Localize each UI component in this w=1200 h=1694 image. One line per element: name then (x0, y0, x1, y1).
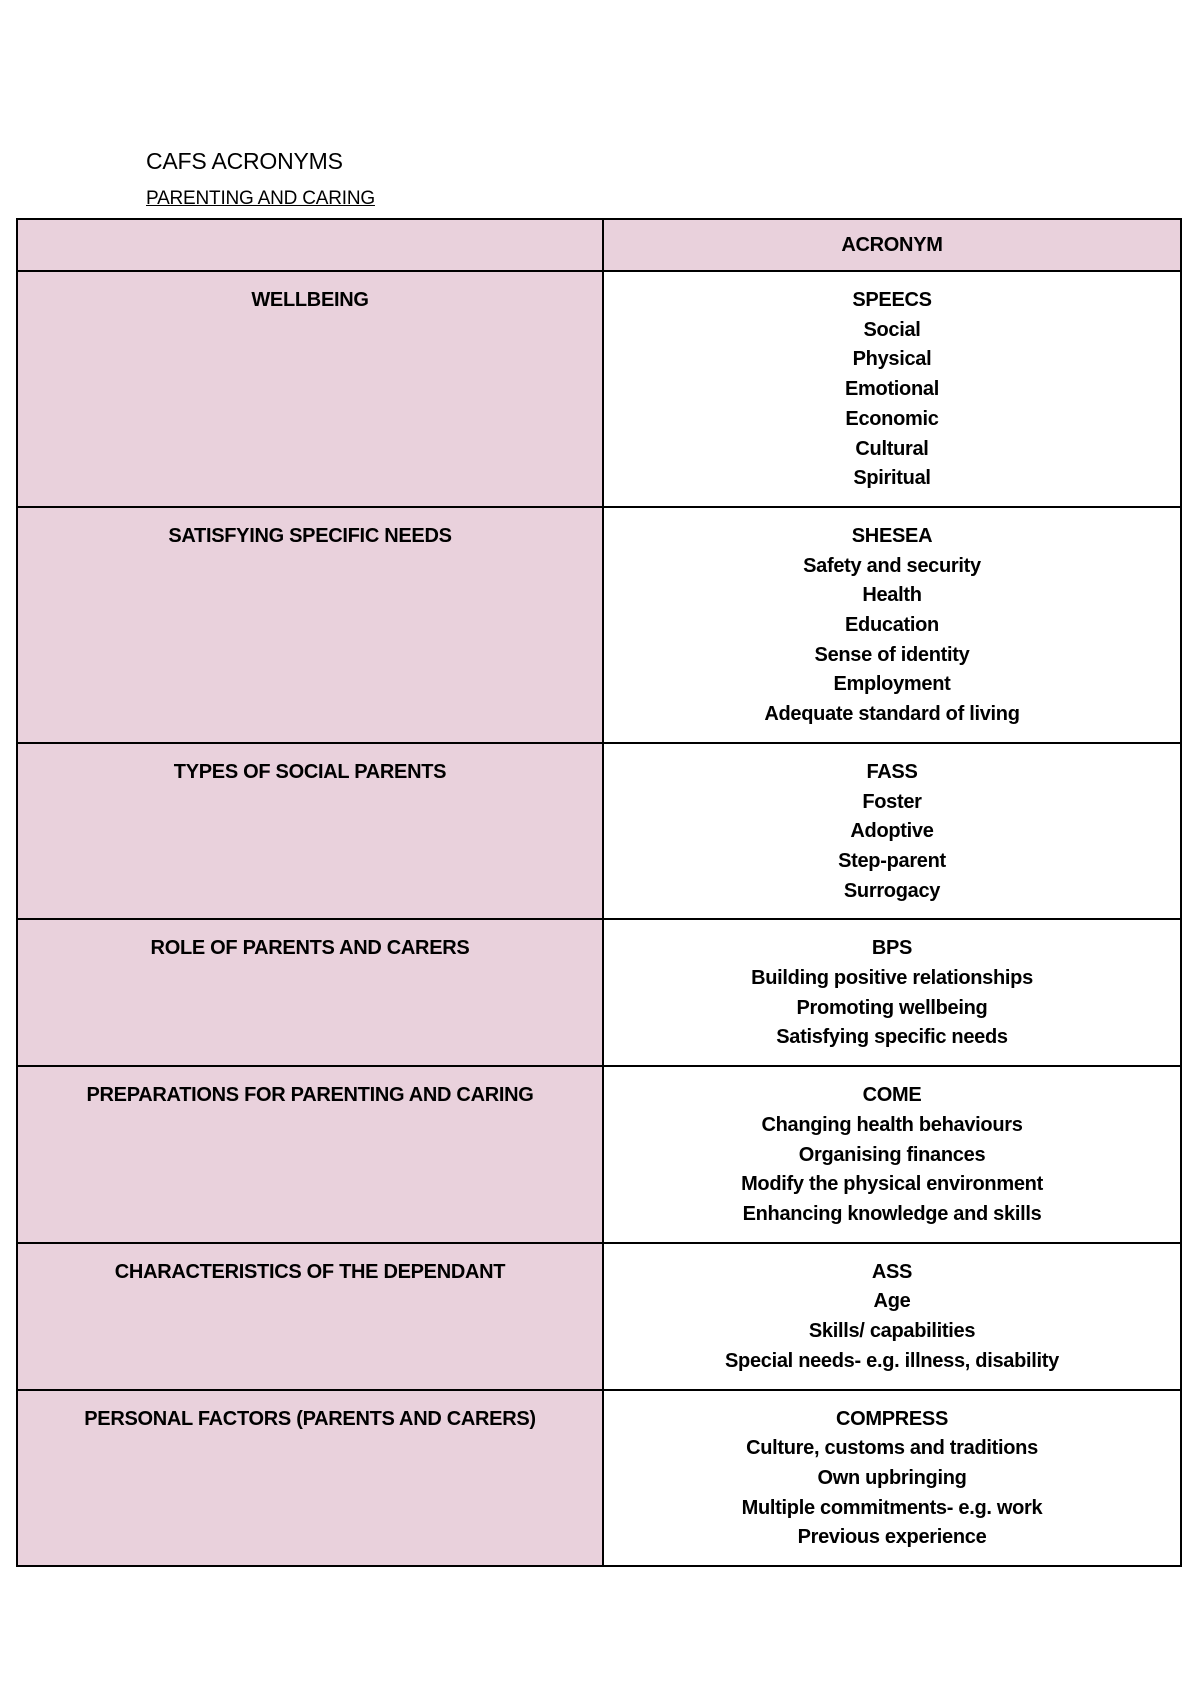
acronym-label: FASS (866, 760, 918, 783)
acronym-item: Enhancing knowledge and skills (742, 1202, 1042, 1225)
acronym-item: Sense of identity (814, 643, 970, 666)
acronym-item: Foster (862, 790, 922, 813)
acronym-cell (603, 919, 1181, 1066)
acronym-item: Physical (852, 348, 932, 371)
acronym-item: Education (845, 614, 939, 637)
acronym-label: SPEECS (852, 289, 932, 311)
acronym-item: Multiple commitments- e.g. work (741, 1496, 1043, 1519)
table-row (17, 743, 1181, 920)
header-topic-cell (17, 219, 603, 271)
acronym-item: Adoptive (850, 820, 934, 843)
acronym-cell (603, 743, 1181, 920)
acronym-item: Cultural (855, 437, 929, 460)
topic-cell (17, 1390, 603, 1567)
topic-label: ROLE OF PARENTS AND CARERS (150, 937, 470, 960)
topic-label: PERSONAL FACTORS (PARENTS AND CARERS) (84, 1407, 536, 1430)
topic-cell (17, 1243, 603, 1390)
acronym-item: Special needs- e.g. illness, disability (725, 1349, 1059, 1372)
table-row (17, 1066, 1181, 1243)
acronym-cell (603, 1066, 1181, 1243)
topic-cell (17, 507, 603, 743)
acronym-item: Social (863, 318, 921, 341)
page-title: CAFS ACRONYMS (146, 148, 343, 174)
acronym-item: Skills/ capabilities (808, 1320, 976, 1343)
acronym-table (16, 218, 1182, 1567)
acronym-item: Step-parent (838, 849, 946, 872)
topic-label: SATISFYING SPECIFIC NEEDS (168, 524, 452, 547)
acronym-item: Spiritual (853, 467, 931, 490)
acronym-label: ASS (871, 1260, 913, 1283)
acronym-item: Changing health behaviours (761, 1113, 1023, 1136)
topic-label: CHARACTERISTICS OF THE DEPENDANT (114, 1260, 506, 1283)
acronym-item: Organising finances (798, 1143, 986, 1166)
topic-cell (17, 919, 603, 1066)
table-row (17, 507, 1181, 743)
topic-label: WELLBEING (251, 289, 369, 311)
topic-cell (17, 743, 603, 920)
topic-label: PREPARATIONS FOR PARENTING AND CARING (86, 1084, 534, 1107)
topic-cell (17, 271, 603, 507)
table-header-row (17, 219, 1181, 271)
acronym-table-body (17, 219, 1181, 1566)
acronym-item: Emotional (845, 378, 939, 401)
topic-cell (17, 1066, 603, 1243)
acronym-item: Building positive relationships (751, 967, 1033, 990)
acronym-item: Age (873, 1290, 911, 1313)
acronym-item: Employment (833, 673, 951, 696)
acronym-cell (603, 507, 1181, 743)
acronym-item: Promoting wellbeing (796, 996, 988, 1019)
acronym-cell (603, 1390, 1181, 1567)
page-subtitle: PARENTING AND CARING (146, 188, 375, 209)
acronym-label: COMPRESS (835, 1407, 949, 1430)
acronym-item: Culture, customs and traditions (746, 1437, 1038, 1460)
acronym-item: Safety and security (803, 554, 981, 577)
header-acronym-cell: ACRONYM (603, 219, 1181, 271)
acronym-label: BPS (871, 937, 913, 960)
acronym-item: Adequate standard of living (764, 703, 1020, 726)
acronym-cell (603, 1243, 1181, 1390)
acronym-item: Health (862, 584, 922, 607)
table-row (17, 271, 1181, 507)
acronym-item: Previous experience (797, 1526, 987, 1549)
acronym-item: Satisfying specific needs (776, 1026, 1008, 1049)
topic-label: TYPES OF SOCIAL PARENTS (173, 760, 447, 783)
acronym-item: Surrogacy (843, 879, 941, 902)
table-row (17, 1243, 1181, 1390)
acronym-label: COME (862, 1084, 922, 1107)
acronym-item: Economic (845, 407, 939, 430)
acronym-item: Own upbringing (817, 1466, 967, 1489)
acronym-cell (603, 271, 1181, 507)
acronym-label: SHESEA (851, 524, 933, 547)
table-row (17, 1390, 1181, 1567)
acronym-item: Modify the physical environment (741, 1173, 1043, 1196)
table-row (17, 919, 1181, 1066)
